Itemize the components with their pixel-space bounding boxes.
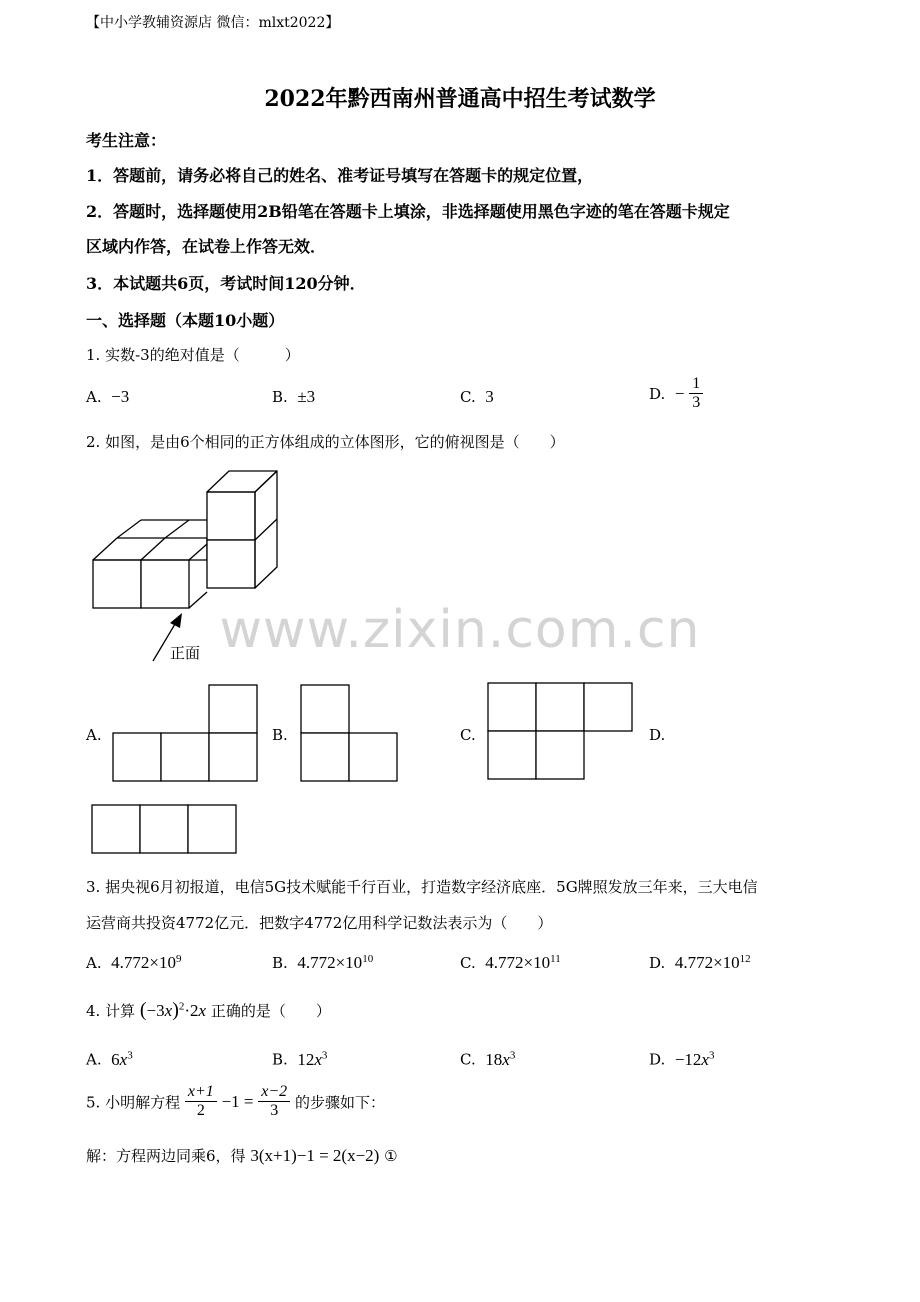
section-heading: 一、选择题（本题10小题） (86, 311, 285, 330)
header-note: 【中小学教辅资源店 微信：mlxt2022】 (86, 15, 340, 31)
expr-inner: −3 (146, 1001, 165, 1020)
question-3-stem-line-1: 3. 据央视6月初报道，电信5G技术赋能千行百业，打造数字经济底座．5G牌照发放三年来，三大电信 (86, 878, 758, 896)
q1-option-c (460, 387, 494, 407)
q2-option-a-figure (112, 684, 262, 784)
stack-cube-face (207, 540, 255, 588)
edge-line (117, 520, 141, 538)
grid-square (113, 733, 161, 781)
notice-heading: 考生注意： (86, 131, 167, 150)
edge-line (165, 520, 189, 538)
option-exponent: 3 (321, 1049, 328, 1061)
grid-square (536, 683, 584, 731)
solution-line (86, 1145, 398, 1166)
option-sign: − (674, 383, 685, 403)
solution-prefix: 解：方程两边同乘6，得 (86, 1147, 246, 1165)
stem-suffix: 的步骤如下： (294, 1093, 385, 1112)
option-exponent: 3 (708, 1049, 715, 1061)
edge-line (255, 519, 277, 540)
q1-option-a (86, 387, 129, 407)
q1-option-d (649, 375, 703, 413)
q2-option-a-label: A. (86, 726, 102, 744)
q3-option-a (86, 953, 182, 973)
option-label: D. (649, 954, 666, 972)
fraction-denominator: 3 (270, 1102, 279, 1120)
q3-option-d (649, 953, 751, 973)
grid-square (209, 733, 257, 781)
top-surface (93, 538, 207, 560)
fraction-numerator: x−2 (258, 1083, 290, 1102)
fraction-denominator: 2 (196, 1102, 205, 1120)
fraction (258, 1083, 290, 1121)
option-exponent: 12 (739, 953, 751, 965)
equation-middle: −1 = (221, 1091, 254, 1111)
q2-option-d-label: D. (649, 726, 666, 744)
question-2-stem: 2. 如图，是由6个相同的正方体组成的立体图形，它的俯视图是（ ） (86, 433, 565, 451)
grid-square (301, 733, 349, 781)
notice-item-1: 1．答题前，请务必将自己的姓名、准考证号填写在答题卡的规定位置， (86, 166, 594, 185)
fraction (185, 1083, 217, 1121)
option-label: A. (86, 1050, 102, 1069)
fraction-denominator: 3 (692, 394, 701, 412)
grid-square (488, 683, 536, 731)
watermark: www.zixin.com.cn (219, 600, 701, 660)
q4-option-d (649, 1049, 714, 1070)
front-label: 正面 (170, 644, 201, 662)
q4-option-b (272, 1049, 327, 1070)
option-base: 4.772×10 (674, 953, 740, 972)
grid-square (92, 805, 140, 853)
page-title: 2022年黔西南州普通高中招生考试数学 (264, 86, 656, 112)
grid-square (301, 685, 349, 733)
expr-var: x (198, 1001, 207, 1020)
q3-option-c (460, 953, 561, 973)
fraction (689, 375, 703, 413)
grid-square (536, 731, 584, 779)
option-value: ±3 (297, 387, 316, 406)
option-coef: 6 (111, 1049, 120, 1069)
option-base: 4.772×10 (111, 953, 176, 972)
option-var: x (119, 1049, 128, 1069)
option-exponent: 10 (362, 953, 374, 965)
grid-square (488, 731, 536, 779)
option-exponent: 3 (509, 1049, 516, 1061)
math-expression: $(-3x)^2\cdot 2x$ (139, 999, 207, 1021)
grid-square (161, 733, 209, 781)
option-label: C. (460, 1050, 476, 1069)
solution-expression: 3(x+1)−1 = 2(x−2) (250, 1146, 380, 1165)
option-coef: 18 (485, 1049, 503, 1069)
q2-option-c-label: C. (460, 726, 476, 744)
q2-option-b-figure (300, 684, 400, 784)
option-label: C. (460, 954, 476, 972)
option-var: x (502, 1049, 510, 1069)
q1-option-b (272, 387, 315, 407)
option-label: B. (272, 388, 288, 406)
expr-exponent: 2 (178, 1000, 185, 1013)
option-var: x (701, 1049, 709, 1069)
option-coef: −12 (674, 1049, 702, 1069)
edge-line (189, 544, 207, 560)
option-var: x (314, 1049, 322, 1069)
question-5-stem (86, 1083, 385, 1121)
edge-line (141, 538, 165, 560)
option-exponent: 3 (127, 1049, 133, 1061)
option-label: B. (272, 954, 288, 972)
option-value: −3 (111, 387, 130, 406)
option-coef: 12 (297, 1049, 315, 1069)
question-4-stem (86, 999, 331, 1022)
grid-square (209, 685, 257, 733)
stem-prefix: 5. 小明解方程 (86, 1093, 181, 1112)
q2-option-b-label: B. (272, 726, 288, 744)
option-exponent: 9 (176, 953, 182, 965)
option-label: A. (86, 954, 102, 972)
q4-option-c (460, 1049, 515, 1070)
stem-suffix: 正确的是（ ） (210, 1002, 331, 1020)
notice-item-2: 2．答题时，选择题使用2B铅笔在答题卡上填涂，非选择题使用黑色字迹的笔在答题卡规定 (86, 202, 730, 221)
question-1-stem: 1. 实数-3的绝对值是（ ） (86, 346, 300, 364)
option-label: C. (460, 388, 476, 406)
fraction-numerator: 1 (689, 375, 703, 394)
stem-prefix: 4. 计算 (86, 1002, 136, 1020)
q2-option-d-figure (91, 804, 241, 856)
q2-option-c-figure (487, 682, 637, 782)
option-value: 3 (485, 387, 494, 406)
step-marker: ① (384, 1147, 398, 1165)
expr-var: x (164, 1001, 173, 1020)
q3-option-b (272, 953, 373, 973)
question-3-stem-line-2: 运营商共投资4772亿元．把数字4772亿用科学记数法表示为（ ） (86, 914, 553, 932)
option-exponent: 11 (550, 953, 561, 965)
grid-square (140, 805, 188, 853)
notice-item-3: 3．本试题共6页，考试时间120分钟． (86, 274, 366, 293)
option-base: 4.772×10 (297, 953, 363, 972)
option-label: D. (649, 384, 666, 403)
option-label: B. (272, 1050, 288, 1069)
grid-square (188, 805, 236, 853)
expr-tail: ·2 (184, 1001, 199, 1020)
grid-square (349, 733, 397, 781)
stack-cube-face (207, 492, 255, 540)
option-label: D. (649, 1050, 666, 1069)
notice-item-2-cont: 区域内作答，在试卷上作答无效． (86, 237, 327, 256)
option-label: A. (86, 388, 102, 406)
q4-option-a (86, 1049, 133, 1070)
grid-square (584, 683, 632, 731)
fraction-numerator: x+1 (185, 1083, 217, 1102)
option-base: 4.772×10 (485, 953, 551, 972)
